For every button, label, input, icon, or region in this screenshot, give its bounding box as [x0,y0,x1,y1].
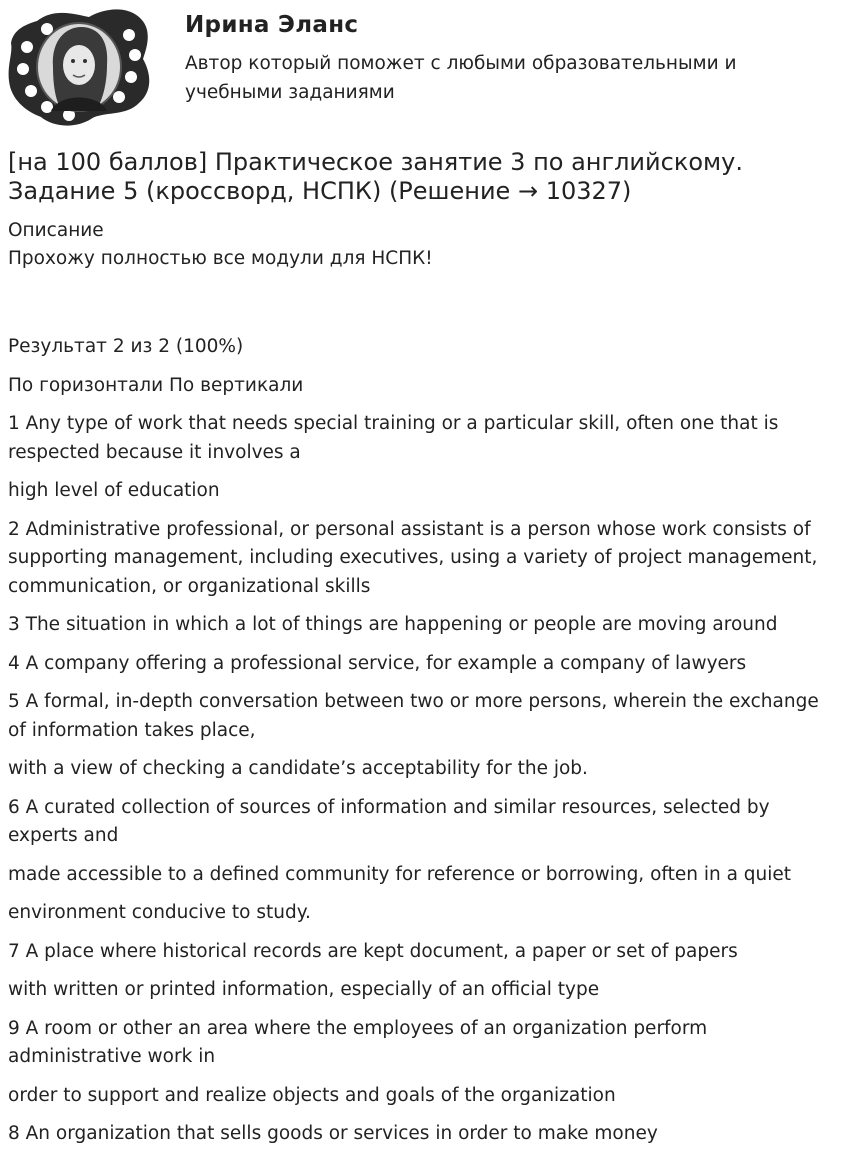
clue-paragraph: 4 A company offering a professional service, for example a company of lawyers [8,652,747,674]
clue-paragraph: 5 A formal, in-depth conversation between two or more persons, wherein the exchange of information takes place, [8,691,819,741]
clue-paragraph: 7 A place where historical records are kept document, a paper or set of papers [8,940,738,962]
clue-paragraph: 6 A curated collection of sources of information and similar resources, selected by experts and [8,796,770,846]
clue-paragraph: with a view of checking a candidate’s acceptability for the job. [8,758,588,779]
clue-paragraph: 2 Administrative professional, or personal assistant is a person whose work consists of supporting management, including executives, using a variety of project management, communication, or organizational skills [8,518,818,597]
clue-paragraph: order to support and realize objects and goals of the organization [8,1084,616,1106]
author-description: Автор который поможет с любыми образовательными и учебными заданиями [185,53,737,103]
clue-paragraph: 9 A room or other an area where the employees of an organization perform administrative work in [8,1017,708,1067]
clue-paragraph: with written or printed information, especially of an official type [8,979,600,1000]
document-body [8,217,840,1149]
author-avatar[interactable] [7,7,151,127]
author-header [0,0,847,130]
clue-paragraph: 1 Any type of work that needs special training or a particular skill, often one that is respected because it involves a [8,413,779,463]
clue-paragraph: made accessible to a defined community for reference or borrowing, often in a quiet [8,863,792,885]
description-text: Прохожу полностью все модули для НСПК! [8,248,433,269]
result-text: Результат 2 из 2 (100%) [8,336,244,357]
description-label: Описание [8,220,104,241]
page-title: [на 100 баллов] Практическое занятие 3 по английскому. Задание 5 (кроссворд, НСПК) (Решение → 10327) [8,148,743,205]
author-name[interactable]: Ирина Эланс [185,12,359,38]
clue-paragraph: 8 An organization that sells goods or services in order to make money [8,1123,658,1144]
clue-paragraph: high level of education [8,480,220,501]
direction-tabs: По горизонтали По вертикали [8,375,304,396]
clue-paragraph: environment conducive to study. [8,902,311,923]
clue-paragraph: 3 The situation in which a lot of things are happening or people are moving around [8,614,778,635]
